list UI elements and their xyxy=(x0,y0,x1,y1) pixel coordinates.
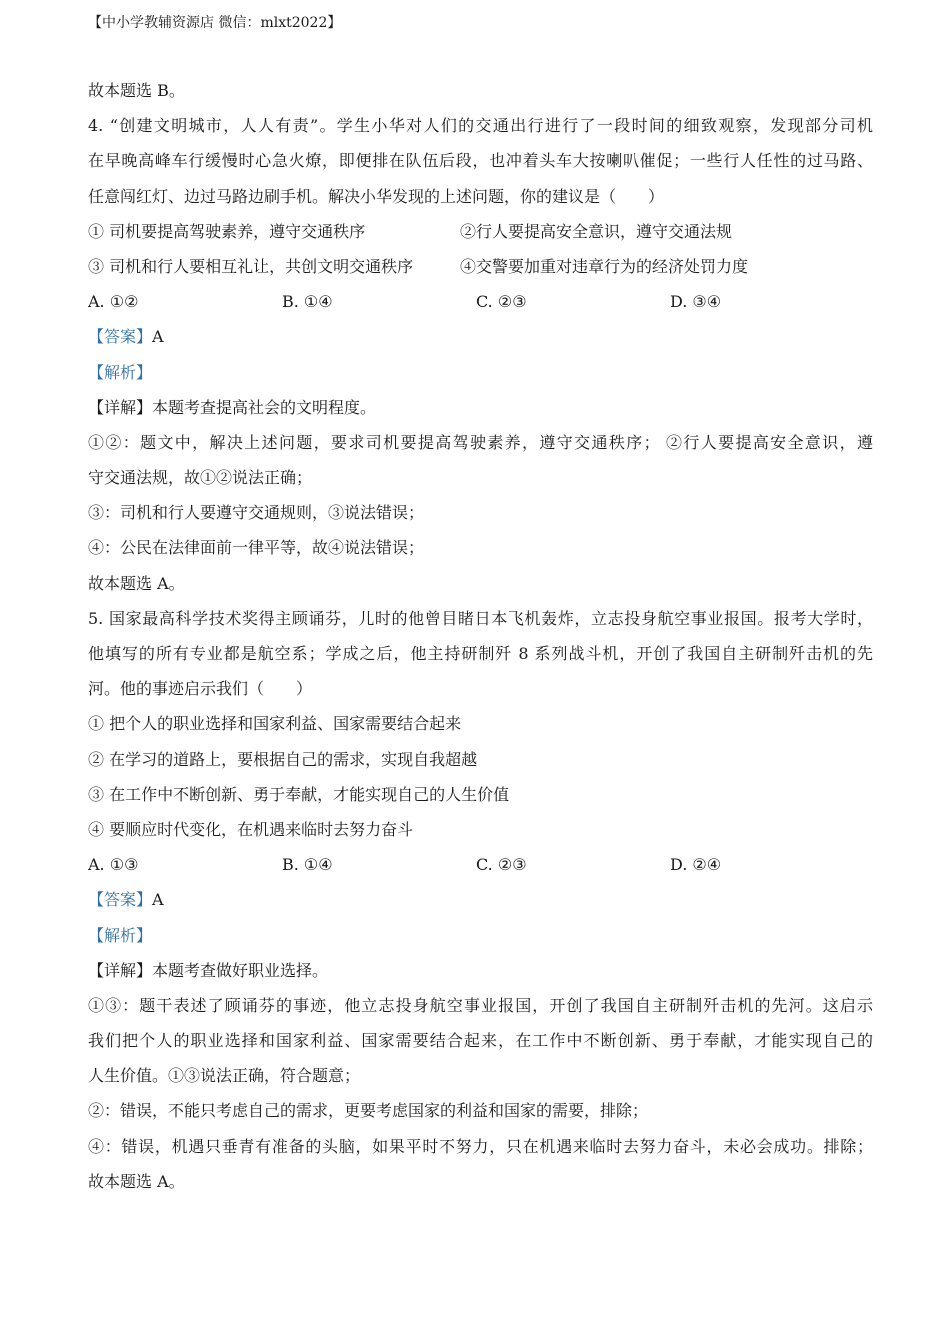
q4-option-4: ④交警要加重对违章行为的经济处罚力度 xyxy=(460,256,749,276)
q4-answer-tag: 【答案】 xyxy=(88,327,153,347)
q4-choice-c: C. ②③ xyxy=(476,292,527,312)
q5-conclusion: 故本题选 A。 xyxy=(88,1171,185,1191)
q5-option-4: ④ 要顺应时代变化，在机遇来临时去努力奋斗 xyxy=(88,819,414,839)
q5-option-3: ③ 在工作中不断创新、勇于奉献，才能实现自己的人生价值 xyxy=(88,784,510,804)
q5-explanation-line-5: ④：错误，机遇只垂青有准备的头脑，如果平时不努力，只在机遇来临时去努力奋斗，未必会成功。排除； xyxy=(88,1136,873,1156)
q5-choice-d: D. ②④ xyxy=(670,855,722,875)
q4-option-3: ③ 司机和行人要相互礼让，共创文明交通秩序 xyxy=(88,256,414,276)
q5-analysis-tag: 【解析】 xyxy=(88,925,153,945)
q4-option-1: ① 司机要提高驾驶素养，遵守交通秩序 xyxy=(88,221,366,241)
document-body xyxy=(88,79,873,1205)
q4-stem-line-3: 任意闯红灯、边过马路边刷手机。解决小华发现的上述问题，你的建议是（ ） xyxy=(88,186,665,206)
q5-stem-line-1: 5. 国家最高科学技术奖得主顾诵芬，儿时的他曾目睹日本飞机轰炸，立志投身航空事业报国。报考大学时， xyxy=(88,608,873,628)
q5-detail: 【详解】本题考查做好职业选择。 xyxy=(88,960,329,980)
q4-choice-d: D. ③④ xyxy=(670,292,722,312)
q5-answer xyxy=(88,888,873,923)
q5-explanation-line-4: ②：错误，不能只考虑自己的需求，更要考虑国家的利益和国家的需要，排除； xyxy=(88,1101,649,1121)
q5-explanation-line-1: ①③：题干表述了顾诵芬的事迹，他立志投身航空事业报国，开创了我国自主研制歼击机的先河。这启示 xyxy=(88,995,873,1015)
q5-explanation-line-3: 人生价值。①③说法正确，符合题意； xyxy=(88,1066,361,1086)
q5-option-2: ② 在学习的道路上，要根据自己的需求，实现自我超越 xyxy=(88,749,478,769)
q4-detail: 【详解】本题考查提高社会的文明程度。 xyxy=(88,397,377,417)
q4-stem-line-1: 4. “创建文明城市，人人有责”。学生小华对人们的交通出行进行了一段时间的细致观察，发现部分司机 xyxy=(88,116,873,136)
q4-explanation-line-2: 守交通法规，故①②说法正确； xyxy=(88,468,313,488)
q4-options-row-2 xyxy=(88,255,873,290)
q5-choice-b: B. ①④ xyxy=(282,855,333,875)
q5-stem-line-3: 河。他的事迹启示我们（ ） xyxy=(88,679,313,699)
q4-choice-a: A. ①② xyxy=(88,292,139,312)
q4-answer xyxy=(88,325,873,360)
q4-answer-value: A xyxy=(152,327,164,347)
q5-choice-a: A. ①③ xyxy=(88,855,139,875)
q4-option-2: ②行人要提高安全意识，遵守交通法规 xyxy=(460,221,733,241)
q4-choice-b: B. ①④ xyxy=(282,292,333,312)
q5-option-1: ① 把个人的职业选择和国家利益、国家需要结合起来 xyxy=(88,714,462,734)
q5-explanation-line-2: 我们把个人的职业选择和国家利益、国家需要结合起来，在工作中不断创新、勇于奉献，才能实现自己的 xyxy=(88,1031,873,1051)
q4-options-row-1 xyxy=(88,220,873,255)
q5-answer-value: A xyxy=(152,890,164,910)
q4-explanation-line-1: ①②：题文中，解决上述问题，要求司机要提高驾驶素养，遵守交通秩序； ②行人要提高安全意识，遵 xyxy=(88,432,873,452)
prev-conclusion: 故本题选 B。 xyxy=(88,81,185,100)
q4-explanation-line-4: ④：公民在法律面前一律平等，故④说法错误； xyxy=(88,538,425,558)
q4-analysis-tag: 【解析】 xyxy=(88,362,153,382)
q5-answer-tag: 【答案】 xyxy=(88,890,153,910)
q4-stem-line-2: 在早晚高峰车行缓慢时心急火燎，即便排在队伍后段，也冲着头车大按喇叭催促；一些行人任性的过马路、 xyxy=(88,151,873,171)
q5-stem-line-2: 他填写的所有专业都是航空系；学成之后，他主持研制歼 8 系列战斗机，开创了我国自主研制歼击机的先 xyxy=(88,644,873,663)
q4-conclusion: 故本题选 A。 xyxy=(88,573,185,593)
q4-choices xyxy=(88,290,873,325)
q5-choices xyxy=(88,853,873,888)
q5-choice-c: C. ②③ xyxy=(476,855,527,875)
watermark-header: 【中小学教辅资源店 微信：mlxt2022】 xyxy=(88,15,342,31)
q4-explanation-line-3: ③：司机和行人要遵守交通规则，③说法错误； xyxy=(88,503,425,523)
